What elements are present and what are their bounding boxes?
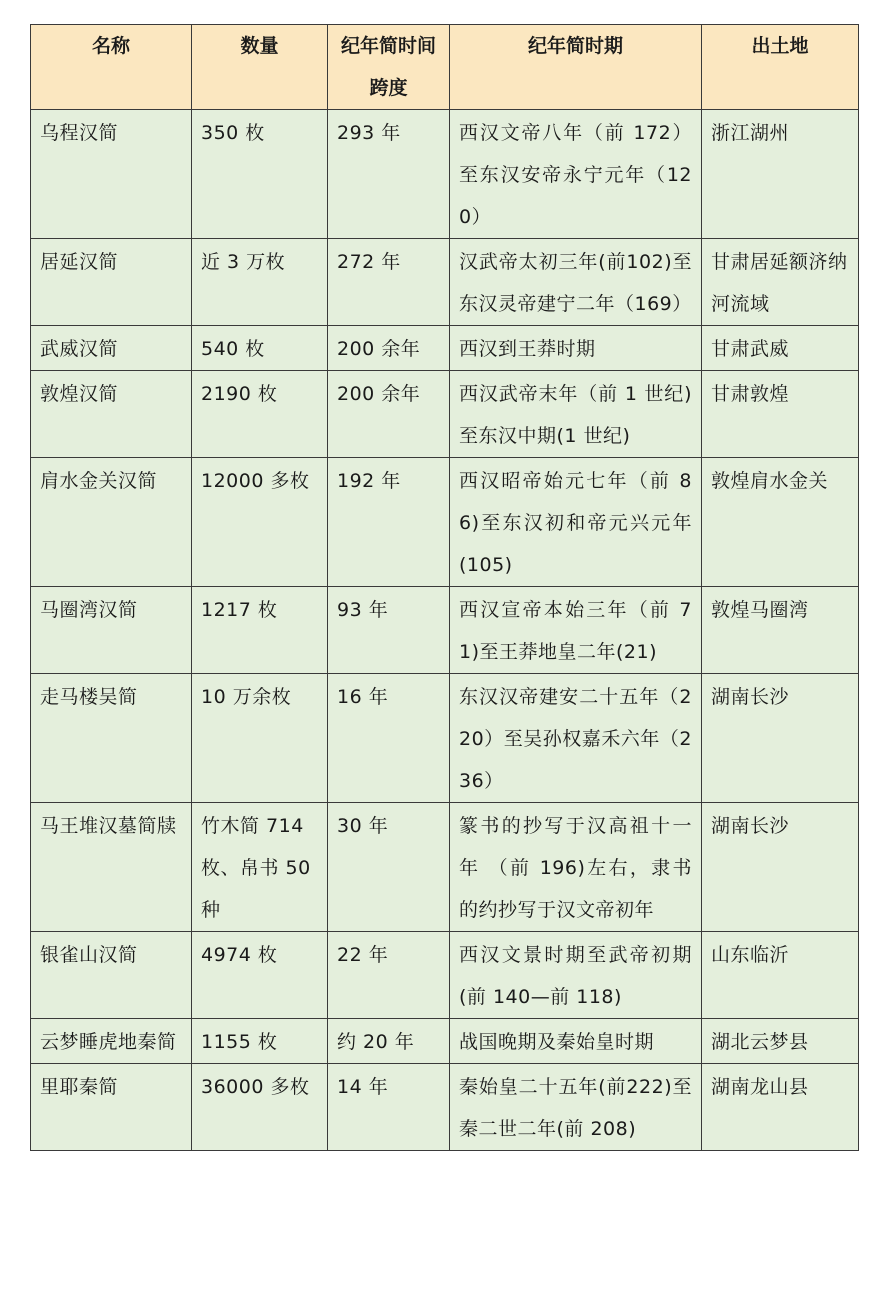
- cell-quantity: 近 3 万枚: [192, 239, 328, 326]
- cell-time-span: 16 年: [328, 674, 450, 803]
- cell-period: 汉武帝太初三年(前102)至东汉灵帝建宁二年（169）: [450, 239, 702, 326]
- cell-name: 银雀山汉简: [31, 932, 192, 1019]
- cell-time-span: 200 余年: [328, 326, 450, 371]
- table-row: [31, 458, 859, 587]
- cell-time-span: 22 年: [328, 932, 450, 1019]
- table-row: [31, 110, 859, 239]
- table-row: [31, 1019, 859, 1064]
- cell-location: 浙江湖州: [702, 110, 859, 239]
- cell-location: 敦煌马圈湾: [702, 587, 859, 674]
- cell-name: 走马楼吴简: [31, 674, 192, 803]
- cell-name: 武威汉简: [31, 326, 192, 371]
- header-location: 出土地: [702, 25, 859, 110]
- table-row: [31, 587, 859, 674]
- table-row: [31, 674, 859, 803]
- cell-name: 里耶秦简: [31, 1064, 192, 1151]
- header-period: 纪年简时期: [450, 25, 702, 110]
- cell-time-span: 30 年: [328, 803, 450, 932]
- cell-time-span: 93 年: [328, 587, 450, 674]
- cell-quantity: 1155 枚: [192, 1019, 328, 1064]
- table-row: [31, 803, 859, 932]
- cell-quantity: 竹木简 714 枚、帛书 50 种: [192, 803, 328, 932]
- cell-quantity: 36000 多枚: [192, 1064, 328, 1151]
- cell-location: 甘肃武威: [702, 326, 859, 371]
- cell-time-span: 14 年: [328, 1064, 450, 1151]
- cell-location: 山东临沂: [702, 932, 859, 1019]
- cell-period: 西汉昭帝始元七年（前 86)至东汉初和帝元兴元年(105): [450, 458, 702, 587]
- cell-quantity: 10 万余枚: [192, 674, 328, 803]
- cell-name: 敦煌汉简: [31, 371, 192, 458]
- bamboo-slips-table: [30, 24, 859, 1151]
- cell-location: 湖南长沙: [702, 674, 859, 803]
- cell-time-span: 293 年: [328, 110, 450, 239]
- cell-quantity: 540 枚: [192, 326, 328, 371]
- cell-location: 湖南龙山县: [702, 1064, 859, 1151]
- cell-quantity: 350 枚: [192, 110, 328, 239]
- table-container: [30, 24, 858, 1151]
- cell-period: 秦始皇二十五年(前222)至秦二世二年(前 208): [450, 1064, 702, 1151]
- table-row: [31, 239, 859, 326]
- cell-period: 西汉文帝八年（前 172）至东汉安帝永宁元年（120）: [450, 110, 702, 239]
- cell-period: 东汉汉帝建安二十五年（220）至吴孙权嘉禾六年（236）: [450, 674, 702, 803]
- cell-quantity: 1217 枚: [192, 587, 328, 674]
- table-body: [31, 110, 859, 1151]
- cell-time-span: 约 20 年: [328, 1019, 450, 1064]
- cell-location: 敦煌肩水金关: [702, 458, 859, 587]
- cell-location: 湖北云梦县: [702, 1019, 859, 1064]
- cell-period: 西汉武帝末年（前 1 世纪)至东汉中期(1 世纪): [450, 371, 702, 458]
- header-name: 名称: [31, 25, 192, 110]
- cell-name: 乌程汉简: [31, 110, 192, 239]
- cell-name: 云梦睡虎地秦简: [31, 1019, 192, 1064]
- cell-location: 甘肃居延额济纳河流域: [702, 239, 859, 326]
- cell-name: 肩水金关汉简: [31, 458, 192, 587]
- cell-location: 甘肃敦煌: [702, 371, 859, 458]
- cell-time-span: 272 年: [328, 239, 450, 326]
- cell-quantity: 12000 多枚: [192, 458, 328, 587]
- cell-period: 篆书的抄写于汉高祖十一年 （前 196)左右，隶书的约抄写于汉文帝初年: [450, 803, 702, 932]
- cell-name: 马圈湾汉简: [31, 587, 192, 674]
- cell-period: 西汉到王莽时期: [450, 326, 702, 371]
- header-time-span: 纪年简时间跨度: [328, 25, 450, 110]
- cell-quantity: 2190 枚: [192, 371, 328, 458]
- cell-period: 战国晚期及秦始皇时期: [450, 1019, 702, 1064]
- table-row: [31, 326, 859, 371]
- cell-time-span: 200 余年: [328, 371, 450, 458]
- table-row: [31, 371, 859, 458]
- header-quantity: 数量: [192, 25, 328, 110]
- table-row: [31, 932, 859, 1019]
- cell-name: 居延汉简: [31, 239, 192, 326]
- cell-location: 湖南长沙: [702, 803, 859, 932]
- table-header-row: [31, 25, 859, 110]
- cell-time-span: 192 年: [328, 458, 450, 587]
- cell-quantity: 4974 枚: [192, 932, 328, 1019]
- cell-period: 西汉宣帝本始三年（前 71)至王莽地皇二年(21): [450, 587, 702, 674]
- cell-period: 西汉文景时期至武帝初期(前 140—前 118): [450, 932, 702, 1019]
- cell-name: 马王堆汉墓简牍: [31, 803, 192, 932]
- table-row: [31, 1064, 859, 1151]
